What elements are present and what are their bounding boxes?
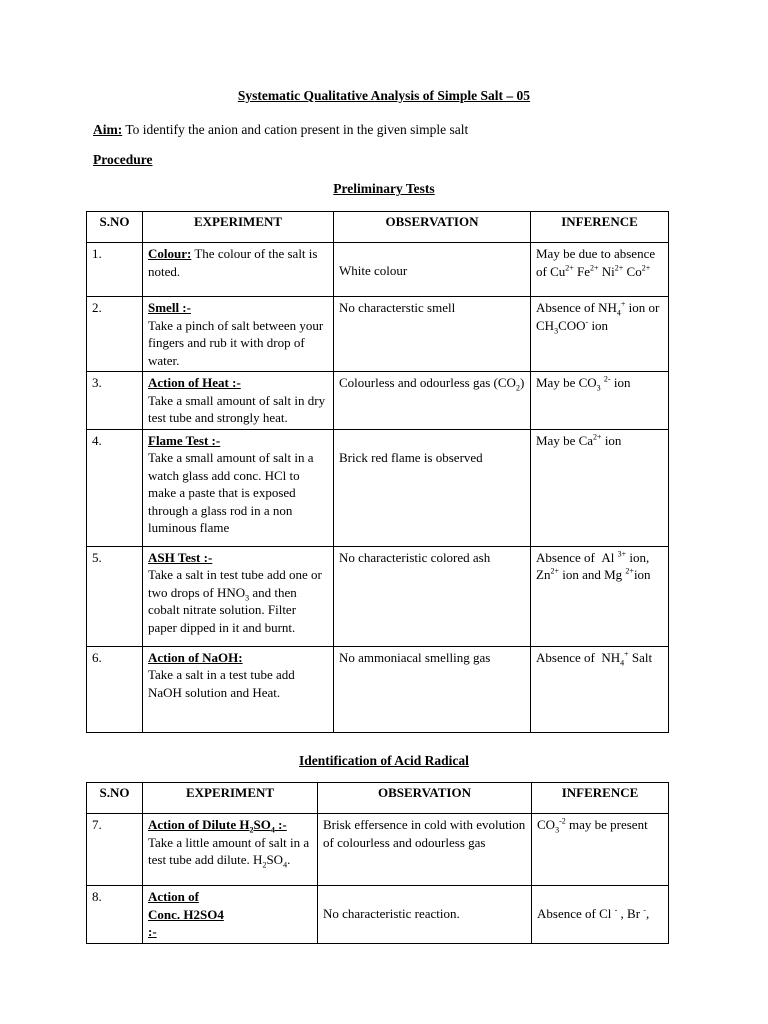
- cell-inference: May be $CO_3$ $^{2-}$ ion: [531, 372, 669, 430]
- experiment-body: The colour of the salt is noted.: [148, 246, 318, 279]
- cell-inference: Absence of $NH_4^+$ Salt: [531, 646, 669, 732]
- preliminary-heading: Preliminary Tests: [333, 181, 435, 196]
- header-experiment: EXPERIMENT: [143, 783, 318, 814]
- cell-experiment: [143, 814, 318, 886]
- cell-sno: 2.: [87, 297, 143, 372]
- cell-experiment: [143, 546, 334, 646]
- cell-observation: White colour: [334, 243, 531, 297]
- aim-line: [93, 122, 468, 138]
- cell-experiment: [143, 297, 334, 372]
- table-row: [87, 546, 669, 646]
- experiment-body: Take a pinch of salt between your fingers and rub it with drop of water.: [148, 317, 324, 368]
- table-row: [87, 886, 669, 944]
- procedure-heading: Procedure: [93, 152, 153, 167]
- experiment-title: Flame Test :-: [148, 432, 221, 448]
- aim-label: Aim:: [93, 122, 123, 137]
- cell-inference: Absence of Al $^{3+}$ ion, $Zn^{2+}$ ion and Mg $^{2+}$ion: [531, 546, 669, 646]
- header-observation: OBSERVATION: [318, 783, 532, 814]
- experiment-title: Action of Dilute $H_2SO_4$ :-: [148, 817, 287, 835]
- header-sno: S.NO: [87, 783, 143, 814]
- experiment-title: Action of Heat :-: [148, 375, 241, 390]
- cell-inference: $CO_3^{-2}$ may be present: [532, 814, 669, 886]
- table-row: [87, 646, 669, 732]
- cell-inference: Absence of Cl - , Br -,: [532, 886, 669, 944]
- cell-sno: 5.: [87, 546, 143, 646]
- cell-observation: Colourless and odourless gas $(CO_2)$: [334, 372, 531, 430]
- cell-experiment: [143, 886, 318, 944]
- table-row: [87, 297, 669, 372]
- experiment-body: Take a salt in test tube add one or two drops of $HNO_3$ and then cobalt nitrate solution. Filter paper dipped in it and burnt.: [148, 567, 322, 635]
- cell-observation: No ammoniacal smelling gas: [334, 646, 531, 732]
- table-header-row: [87, 212, 669, 243]
- experiment-body: Take a small amount of salt in dry test tube and strongly heat.: [148, 392, 326, 425]
- experiment-title: ASH Test :-: [148, 549, 213, 565]
- cell-inference: May be $Ca^{2+}$ ion: [531, 429, 669, 546]
- experiment-body: Take a salt in a test tube add NaOH solution and Heat.: [148, 667, 295, 700]
- acid-radical-table: [86, 782, 669, 944]
- cell-inference: May be due to absence of $Cu^{2+}$ $Fe^{2+}$ $Ni^{2+}$ $Co^{2+}$: [531, 243, 669, 297]
- cell-experiment: [143, 429, 334, 546]
- cell-inference: Absence of $NH_4^+$ ion or $CH_3COO^-$ ion: [531, 297, 669, 372]
- cell-experiment: [143, 372, 334, 430]
- header-observation: OBSERVATION: [334, 212, 531, 243]
- cell-experiment: [143, 646, 334, 732]
- cell-observation: No characteristic colored ash: [334, 546, 531, 646]
- cell-sno: 8.: [87, 886, 143, 944]
- cell-sno: 4.: [87, 429, 143, 546]
- cell-experiment: [143, 243, 334, 297]
- table-row: [87, 372, 669, 430]
- cell-sno: 7.: [87, 814, 143, 886]
- header-inference: INFERENCE: [531, 212, 669, 243]
- experiment-body: Take a small amount of salt in a watch glass add conc. HCl to make a paste that is exposed through a glass rod in a non luminous flame: [148, 450, 314, 535]
- acid-radical-heading: Identification of Acid Radical: [299, 753, 469, 768]
- preliminary-table: [86, 211, 669, 733]
- cell-observation: No characterstic smell: [334, 297, 531, 372]
- table-row: [87, 429, 669, 546]
- table-header-row: [87, 783, 669, 814]
- table-row: [87, 814, 669, 886]
- table-row: [87, 243, 669, 297]
- header-experiment: EXPERIMENT: [143, 212, 334, 243]
- cell-observation: Brisk effersence in cold with evolution of colourless and odourless gas: [318, 814, 532, 886]
- cell-sno: 1.: [87, 243, 143, 297]
- header-sno: S.NO: [87, 212, 143, 243]
- experiment-body: Take a little amount of salt in a test tube add dilute. $H_2SO_4$.: [148, 834, 310, 870]
- cell-sno: 6.: [87, 646, 143, 732]
- experiment-title: Action of Conc. H2SO4 :-: [148, 889, 224, 939]
- cell-observation: Brick red flame is observed: [334, 429, 531, 546]
- cell-observation: No characteristic reaction.: [318, 886, 532, 944]
- experiment-title: Colour:: [148, 246, 192, 261]
- header-inference: INFERENCE: [532, 783, 669, 814]
- document-title: Systematic Qualitative Analysis of Simple Salt – 05: [237, 88, 531, 103]
- aim-text: To identify the anion and cation present in the given simple salt: [122, 122, 469, 137]
- experiment-title: Action of NaOH:: [148, 649, 243, 665]
- cell-sno: 3.: [87, 372, 143, 430]
- experiment-title: Smell :-: [148, 300, 191, 315]
